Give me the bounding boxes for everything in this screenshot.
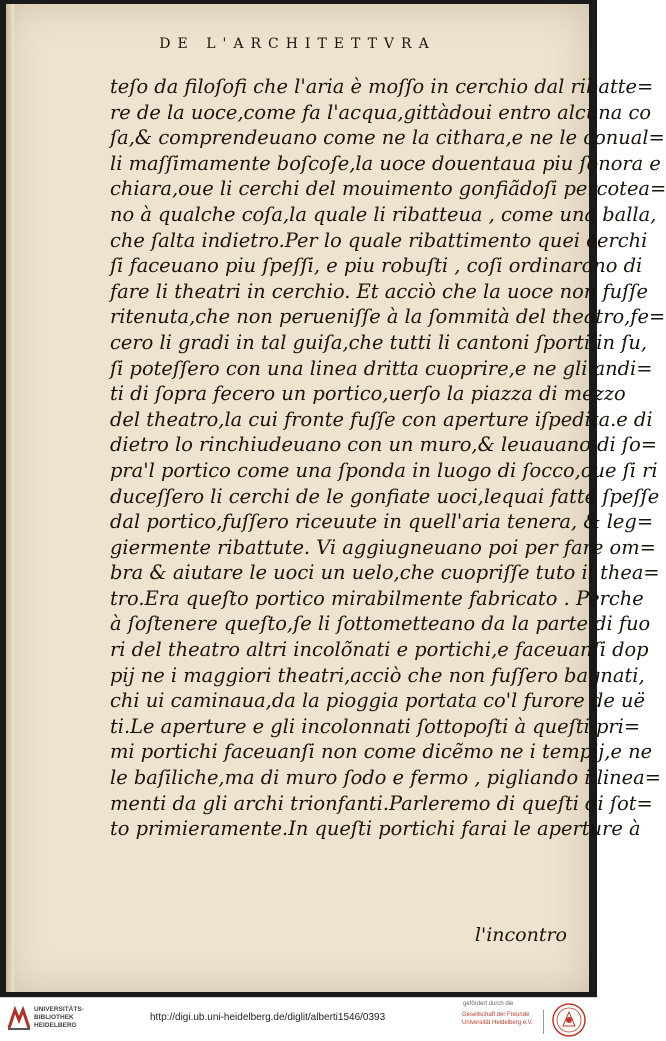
text-line: ſi poteſſero con una linea dritta cuoprire,e ne gli andi= (110, 356, 653, 380)
text-line: chi ui caminaua,da la pioggia portata co'l furore de uë (110, 689, 645, 713)
book-page (6, 4, 666, 992)
page-gutter-shadow (6, 4, 14, 992)
text-line: bra & aiutare le uoci un uelo,che cuopriſſe tuto il thea= (110, 561, 660, 585)
text-line: pra'l portico come una ſponda in luogo di ſocco,oue ſi ri (110, 458, 658, 482)
library-line-2: BIBLIOTHEK (34, 1014, 74, 1021)
text-line: del theatro,la cui fronte fuſſe con aperture iſpedita.e di (110, 407, 653, 431)
text-line: ſa,& comprendeuano come ne la cithara,e ne le conual= (110, 126, 665, 150)
viewer-footer (0, 997, 597, 1041)
footer-divider (543, 1010, 544, 1034)
text-line: ti.Le aperture e gli incolonnati ſottopoſti à queſti pri= (110, 714, 641, 738)
text-line: cero li gradi in tal guiſa,che tutti li cantoni ſporti in ſu, (110, 330, 647, 354)
text-line: mi portichi faceuanſi non come dicẽmo ne i tempij,e ne (110, 740, 653, 764)
text-line: fare li theatri in cerchio. Et acciò che la uoce non fuſſe (110, 279, 648, 303)
funded-by-label: gefördert durch die (463, 1001, 514, 1007)
text-line: duceſſero li cerchi de le gonfiate uoci,lequai fatte ſpeſſe (110, 484, 660, 508)
text-line: ri del theatro altri incolõnati e portichi,e faceuanſi dop (110, 638, 649, 662)
library-line-3: HEIDELBERG (34, 1022, 77, 1029)
library-name[interactable] (34, 1006, 84, 1030)
text-line: menti da gli archi trionfanti.Parleremo di queſti di ſot= (110, 791, 653, 815)
text-line: ritenuta,che non perueniſſe à la ſommità del theatro,fe= (110, 305, 666, 329)
text-line: dal portico,fuſſero riceuute in quell'aria tenera, & leg= (110, 510, 654, 534)
text-line: giermente ribattute. Vi aggiugneuano poi per fare om= (110, 535, 656, 559)
sponsor-line-2: Universität Heidelberg e.V. (462, 1019, 533, 1026)
running-head: DE L'ARCHITETTVRA (159, 36, 436, 52)
text-line: li maſſimamente boſcoſe,la uoce douentaua piu ſonora e (110, 151, 661, 175)
text-line: ſi faceuano piu ſpeſſi, e piu robuſti , coſi ordinarono di (110, 254, 643, 278)
university-seal-icon (551, 1002, 587, 1038)
body-text (110, 74, 666, 842)
text-line: no à qualche coſa,la quale li ribatteua , come una balla, (110, 202, 657, 226)
catchword: l'incontro (474, 924, 567, 946)
text-line: teſo da filoſofi che l'aria è moſſo in cerchio dal ribatte= (110, 75, 654, 98)
text-line: chiara,oue li cerchi del mouimento gonfiãdoſi percotea= (110, 177, 666, 201)
text-line: dietro lo rinchiudeuano con un muro,& leuauano di ſo= (110, 433, 657, 457)
text-line: tro.Era queſto portico mirabilmente fabricato . Perche (110, 586, 644, 610)
text-line: le baſiliche,ma di muro ſodo e fermo , pigliando i linea= (110, 766, 661, 790)
text-line: ti di ſopra fecero un portico,uerſo la piazza di mezzo (110, 382, 626, 406)
library-line-1: UNIVERSITÄTS- (34, 1006, 84, 1013)
sponsor-name[interactable] (462, 1012, 542, 1027)
ub-heidelberg-logo-icon[interactable] (6, 1006, 32, 1032)
text-line: pij ne i maggiori theatri,acciò che non fuſſero bagnati, (110, 663, 645, 687)
text-line: che ſalta indietro.Per lo quale ribattimento quei cerchi (110, 228, 648, 252)
text-line: à ſoſtenere queſto,ſe li ſottometteano da la parte di fuo (110, 612, 651, 636)
permalink-url[interactable]: http://digi.ub.uni-heidelberg.de/diglit/alberti1546/0393 (150, 1012, 386, 1023)
text-line: re de la uoce,come fa l'acqua,gittàdoui entro alcuna co (110, 100, 652, 124)
sponsor-line-1: Gesellschaft der Freunde (462, 1012, 530, 1018)
text-line: to primieramente.In queſti portichi farai le aperture à (110, 817, 641, 841)
